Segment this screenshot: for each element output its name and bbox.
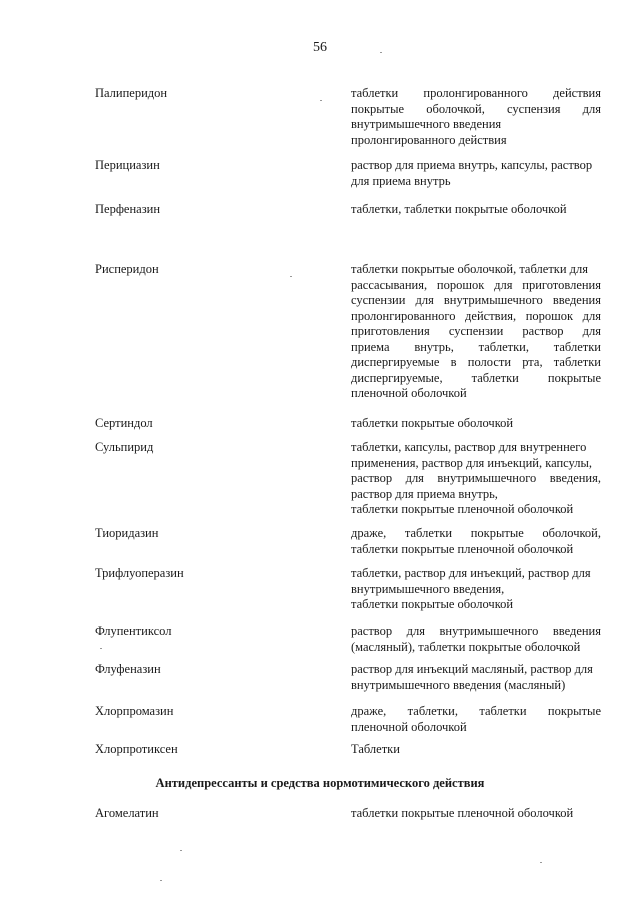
dosage-form-line: драже, таблетки покрытые оболочкой, <box>351 526 601 540</box>
dosage-form-line: таблетки покрытые пленочной оболочкой <box>351 806 574 820</box>
dosage-form-line: применения, раствор для инъекций, капсулы, <box>351 455 593 470</box>
dosage-form-line: таблетки покрытые оболочкой <box>351 597 514 611</box>
dosage-forms <box>351 202 601 218</box>
dosage-form-line: рассасывания, порошок для приготовления <box>351 277 601 292</box>
section-heading: Антидепрессанты и средства нормотимического действия <box>155 776 485 790</box>
scan-speck <box>290 276 292 277</box>
drug-name: Перициазин <box>95 158 160 172</box>
dosage-form-line: таблетки, раствор для инъекций, раствор для <box>351 566 591 580</box>
dosage-form-line: приготовления суспензии раствор для <box>351 324 601 338</box>
dosage-form-line: суспензии для внутримышечного введения <box>351 293 601 307</box>
drug-name: Флупентиксол <box>95 624 172 638</box>
dosage-form-line: раствор для приема внутрь, <box>351 486 498 501</box>
scan-speck <box>320 100 322 101</box>
dosage-form-line: Таблетки <box>351 742 400 756</box>
dosage-forms <box>351 662 601 693</box>
dosage-form-line: таблетки пролонгированного действия <box>351 86 601 100</box>
dosage-form-line: пролонгированного действия, порошок для <box>351 308 601 323</box>
drug-name: Тиоридазин <box>95 526 159 540</box>
dosage-form-line: таблетки покрытые оболочкой <box>351 416 514 430</box>
drug-name: Сертиндол <box>95 416 153 430</box>
drug-name: Палиперидон <box>95 86 168 100</box>
dosage-form-line: раствор для внутримышечного введения <box>351 624 601 638</box>
dosage-form-line: диспергируемые, таблетки покрытые <box>351 370 601 385</box>
dosage-form-line: таблетки покрытые пленочной оболочкой <box>351 502 574 516</box>
dosage-forms <box>351 416 601 432</box>
drug-name: Сульпирид <box>95 440 154 454</box>
dosage-forms <box>351 704 601 735</box>
dosage-forms <box>351 624 601 655</box>
page-number: 56 <box>313 40 327 55</box>
dosage-form-line: покрытые оболочкой, суспензия для <box>351 101 601 116</box>
dosage-forms <box>351 440 601 518</box>
dosage-form-line: внутримышечного введения <box>351 117 502 131</box>
dosage-forms <box>351 526 601 557</box>
drug-name: Перфеназин <box>95 202 161 216</box>
drug-name: Хлорпротиксен <box>95 742 178 756</box>
scan-speck <box>100 648 102 649</box>
dosage-forms <box>351 742 601 758</box>
dosage-form-line: раствор для внутримышечного введения, <box>351 471 601 485</box>
dosage-form-line: приема внутрь, таблетки, таблетки <box>351 339 601 354</box>
scan-speck <box>160 880 162 881</box>
drug-name: Рисперидон <box>95 262 159 276</box>
dosage-form-line: внутримышечного введения (масляный) <box>351 677 566 692</box>
dosage-form-line: таблетки покрытые оболочкой, таблетки для <box>351 262 589 276</box>
dosage-form-line: (масляный), таблетки покрытые оболочкой <box>351 639 581 654</box>
dosage-form-line: таблетки покрытые пленочной оболочкой <box>351 541 574 556</box>
dosage-forms <box>351 566 601 613</box>
dosage-form-line: пленочной оболочкой <box>351 719 467 734</box>
dosage-forms <box>351 158 601 189</box>
dosage-forms <box>351 262 601 402</box>
dosage-form-line: пленочной оболочкой <box>351 386 467 400</box>
drug-name: Агомелатин <box>95 806 159 820</box>
dosage-form-line: диспергируемые в полости рта, таблетки <box>351 355 601 369</box>
dosage-form-line: таблетки, таблетки покрытые оболочкой <box>351 202 567 216</box>
scan-speck <box>540 862 542 863</box>
drug-name: Хлорпромазин <box>95 704 174 718</box>
dosage-form-line: раствор для инъекций масляный, раствор для <box>351 662 593 676</box>
scan-speck <box>180 850 182 851</box>
drug-name: Флуфеназин <box>95 662 161 676</box>
scan-speck <box>380 52 382 53</box>
dosage-form-line: пролонгированного действия <box>351 132 507 147</box>
drug-name: Трифлуоперазин <box>95 566 184 580</box>
dosage-form-line: раствор для приема внутрь, капсулы, раствор <box>351 158 593 172</box>
dosage-form-line: драже, таблетки, таблетки покрытые <box>351 704 601 718</box>
dosage-form-line: внутримышечного введения, <box>351 581 505 596</box>
dosage-form-line: для приема внутрь <box>351 173 451 188</box>
dosage-forms <box>351 806 601 822</box>
dosage-forms <box>351 86 601 148</box>
dosage-form-line: таблетки, капсулы, раствор для внутреннего <box>351 440 587 454</box>
